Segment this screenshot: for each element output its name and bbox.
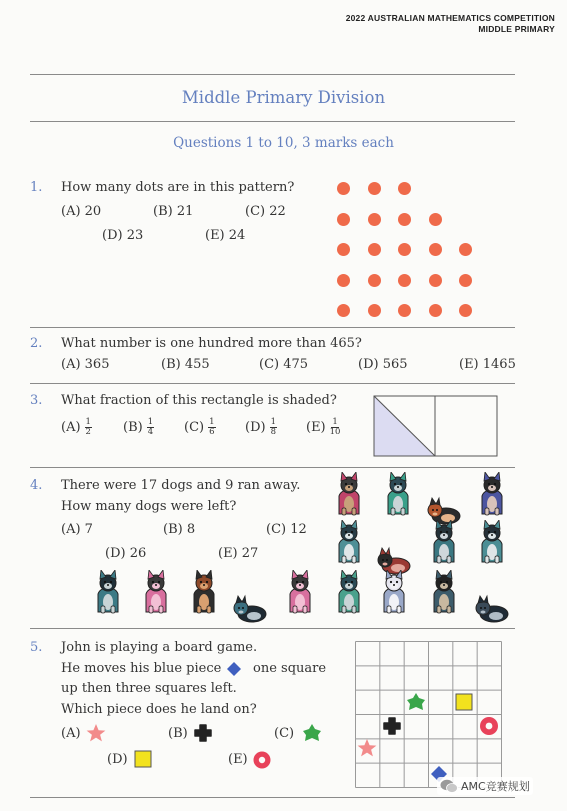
dot bbox=[398, 304, 411, 317]
dot bbox=[398, 274, 411, 287]
bottom-rule bbox=[30, 797, 515, 798]
option-d[interactable]: (D) bbox=[107, 752, 128, 767]
dot bbox=[368, 274, 381, 287]
option-e[interactable] bbox=[306, 418, 340, 437]
option-b[interactable] bbox=[123, 418, 154, 437]
dot bbox=[337, 182, 350, 195]
dot bbox=[459, 243, 472, 256]
board-star-piece bbox=[358, 739, 377, 756]
board-black-cross bbox=[384, 718, 400, 734]
fraction: $\frac{1}{2}$ bbox=[85, 417, 91, 437]
question-text-line-1: John is playing a board game. bbox=[61, 640, 258, 655]
question-text-line-1: There were 17 dogs and 9 ran away. bbox=[61, 478, 301, 493]
yellow-square-piece-icon bbox=[134, 750, 152, 768]
dot bbox=[429, 213, 442, 226]
star-piece-icon bbox=[86, 723, 106, 743]
competition-header bbox=[346, 13, 555, 35]
option-e[interactable]: (E) bbox=[228, 752, 248, 767]
dog-icon bbox=[474, 520, 510, 564]
option-e[interactable]: (E) 27 bbox=[218, 546, 259, 561]
dot bbox=[368, 213, 381, 226]
option-label: (B) bbox=[123, 420, 143, 435]
dog-icon bbox=[426, 570, 462, 614]
section-heading: Questions 1 to 10, 3 marks each bbox=[173, 135, 394, 151]
board-yellow-square bbox=[456, 694, 472, 710]
game-board bbox=[355, 641, 502, 788]
option-b[interactable]: (B) bbox=[168, 726, 188, 741]
dog-icon bbox=[426, 520, 462, 564]
option-d[interactable] bbox=[245, 418, 277, 437]
shaded-rectangle bbox=[373, 395, 498, 457]
question-number: 5. bbox=[30, 640, 43, 655]
dot bbox=[398, 182, 411, 195]
question-text-line-2a: He moves his blue piece bbox=[61, 661, 222, 676]
question-number: 3. bbox=[30, 393, 43, 408]
header-line-1: 2022 AUSTRALIAN MATHEMATICS COMPETITION bbox=[345, 13, 555, 23]
question-text: How many dots are in this pattern? bbox=[61, 180, 295, 195]
dog-icon bbox=[186, 570, 222, 614]
dot bbox=[368, 304, 381, 317]
option-b[interactable]: (B) 21 bbox=[153, 204, 194, 219]
option-a[interactable]: (A) 20 bbox=[61, 204, 102, 219]
fraction: $\frac{1}{8}$ bbox=[270, 417, 276, 437]
question-text-line-3: up then three squares left. bbox=[61, 681, 237, 696]
dot bbox=[368, 243, 381, 256]
dog-icon bbox=[331, 472, 367, 516]
option-a[interactable]: (A) 365 bbox=[61, 357, 110, 372]
option-a[interactable]: (A) 7 bbox=[61, 522, 93, 537]
option-label: (C) bbox=[184, 420, 205, 435]
dot bbox=[337, 274, 350, 287]
dog-icon bbox=[331, 570, 367, 614]
question-number: 1. bbox=[30, 180, 43, 195]
question-text: What fraction of this rectangle is shaded? bbox=[61, 393, 337, 408]
rule-q2 bbox=[30, 383, 515, 384]
question-text-line-2b: one square bbox=[253, 661, 327, 676]
question-text-line-4: Which piece does he land on? bbox=[61, 702, 257, 717]
dog-icon bbox=[282, 570, 318, 614]
option-d[interactable]: (D) 23 bbox=[102, 228, 144, 243]
rule-q4 bbox=[30, 628, 515, 629]
rule-q3 bbox=[30, 467, 515, 468]
dog-icon bbox=[380, 472, 416, 516]
option-a[interactable] bbox=[61, 418, 92, 437]
dot bbox=[398, 213, 411, 226]
option-b[interactable]: (B) 455 bbox=[161, 357, 210, 372]
dot bbox=[368, 182, 381, 195]
fraction: $\frac{1}{4}$ bbox=[147, 417, 154, 437]
option-c[interactable] bbox=[184, 418, 216, 437]
dot bbox=[459, 304, 472, 317]
top-rule bbox=[30, 74, 515, 75]
green-piece-icon bbox=[302, 723, 322, 743]
option-b[interactable]: (B) 8 bbox=[163, 522, 196, 537]
division-title: Middle Primary Division bbox=[181, 88, 386, 107]
option-e[interactable]: (E) 24 bbox=[205, 228, 246, 243]
dog-icon bbox=[331, 520, 367, 564]
dog-icon bbox=[138, 570, 174, 614]
dog-icon bbox=[474, 472, 510, 516]
option-c[interactable]: (C) 12 bbox=[266, 522, 307, 537]
option-c[interactable]: (C) 22 bbox=[245, 204, 286, 219]
option-label: (A) bbox=[61, 420, 81, 435]
option-c[interactable]: (C) bbox=[274, 726, 295, 741]
board-green-piece bbox=[407, 693, 425, 710]
dot bbox=[398, 243, 411, 256]
dog-icon bbox=[90, 570, 126, 614]
option-a[interactable]: (A) bbox=[61, 726, 81, 741]
dog-icon bbox=[232, 584, 268, 628]
option-label: (E) bbox=[306, 420, 326, 435]
option-c[interactable]: (C) 475 bbox=[259, 357, 309, 372]
watermark bbox=[437, 777, 533, 795]
dot bbox=[429, 243, 442, 256]
chat-bubble-icon bbox=[440, 779, 458, 794]
option-d[interactable]: (D) 565 bbox=[358, 357, 408, 372]
option-e[interactable]: (E) 1465 bbox=[459, 357, 516, 372]
fraction: $\frac{1}{6}$ bbox=[209, 417, 215, 437]
header-line-2: MIDDLE PRIMARY bbox=[478, 24, 555, 34]
black-cross-piece-icon bbox=[194, 724, 212, 742]
target-piece-icon bbox=[252, 750, 272, 770]
option-d[interactable]: (D) 26 bbox=[105, 546, 147, 561]
question-text: What number is one hundred more than 465? bbox=[61, 336, 362, 351]
dot bbox=[429, 304, 442, 317]
dot bbox=[429, 274, 442, 287]
dot bbox=[337, 213, 350, 226]
watermark-text: AMC竞赛规划 bbox=[461, 780, 530, 793]
dot bbox=[459, 274, 472, 287]
fraction: $\frac{1}{10}$ bbox=[329, 417, 341, 437]
dog-icon bbox=[474, 584, 510, 628]
question-text-line-2: How many dogs were left? bbox=[61, 499, 237, 514]
question-number: 2. bbox=[30, 336, 43, 351]
dot bbox=[337, 243, 350, 256]
board-target-piece bbox=[480, 717, 498, 735]
option-label: (D) bbox=[245, 420, 266, 435]
dog-icon bbox=[376, 570, 412, 614]
question-number: 4. bbox=[30, 478, 43, 493]
rule-q1 bbox=[30, 327, 515, 328]
blue-piece-icon bbox=[226, 661, 242, 677]
division-rule bbox=[30, 121, 515, 122]
dot bbox=[337, 304, 350, 317]
